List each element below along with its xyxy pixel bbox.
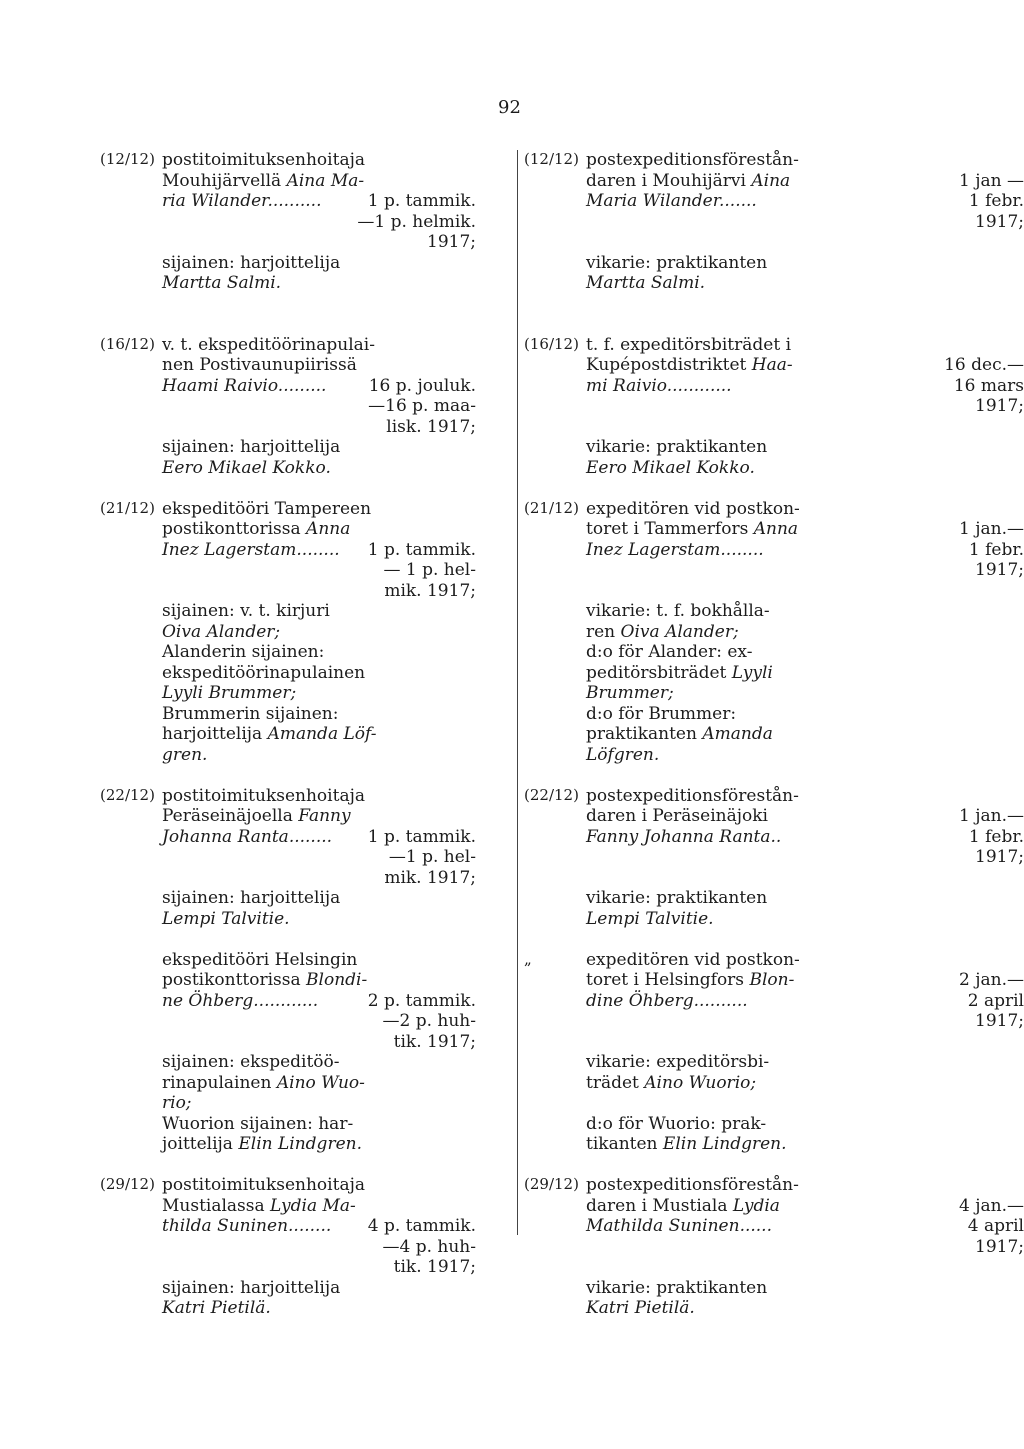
entry-line: tikanten Elin Lindgren. <box>586 1134 787 1154</box>
entry-line: sijainen: harjoittelija <box>162 1277 341 1298</box>
entry-line: Lyyli Brummer; <box>162 683 297 703</box>
entry-line: postitoimituksenhoitaja <box>162 150 365 170</box>
entry-line: ren Oiva Alander; <box>586 621 739 642</box>
date-line: —4 p. huh- <box>382 1236 476 1257</box>
entry-line: vikarie: praktikanten <box>586 437 768 457</box>
entry-date-ref: (21/12) <box>524 498 579 517</box>
date-line: 1 p. tammik. <box>367 826 476 847</box>
entry-line: Martta Salmi. <box>162 273 282 293</box>
entry-line <box>586 847 831 868</box>
date-line: 1917; <box>975 847 1024 867</box>
entry-line: postexpeditionsförestån- <box>586 785 799 806</box>
entry-line: mi Raivio............ <box>586 375 732 396</box>
date-line: 1 febr. <box>968 191 1024 211</box>
entry-dates <box>356 540 476 602</box>
entry-line <box>586 1011 831 1032</box>
entry-line: vikarie: praktikanten <box>586 1277 768 1298</box>
entry-line: sijainen: harjoittelija <box>162 888 341 908</box>
entry-date-ref: (22/12) <box>524 785 579 804</box>
date-line: tik. 1917; <box>393 1031 476 1052</box>
date-line: tik. 1917; <box>393 1257 476 1277</box>
entry-line: d:o för Brummer: <box>586 703 737 724</box>
entry-dates <box>934 806 1024 868</box>
entry-line: Eero Mikael Kokko. <box>586 457 755 478</box>
entry-line <box>586 581 831 602</box>
entry-line: Katri Pietilä. <box>162 1298 271 1318</box>
entry-line: gren. <box>162 744 208 765</box>
entry-dates <box>934 519 1024 581</box>
entry-line <box>586 1093 831 1114</box>
entry-line: t. f. expeditörsbiträdet i <box>586 334 792 355</box>
entry-line: Kupépostdistriktet Haa- <box>586 355 793 375</box>
date-line: 1 p. tammik. <box>367 539 476 560</box>
entry-line: Lempi Talvitie. <box>162 908 290 929</box>
entry-line: ekspeditööri Tampereen <box>162 498 372 519</box>
entry-line: Martta Salmi. <box>586 273 706 293</box>
date-line: 16 mars <box>953 375 1024 396</box>
entry-line: postitoimituksenhoitaja <box>162 785 365 806</box>
entry-line <box>586 868 831 889</box>
page-number: 92 <box>498 97 521 118</box>
entry-line <box>586 212 831 233</box>
date-line: —16 p. maa- <box>368 396 476 416</box>
entry-date-ref: (22/12) <box>100 785 155 804</box>
entry-dates <box>934 1196 1024 1258</box>
entry-line: Brummer; <box>586 683 674 703</box>
entry-line: postexpeditionsförestån- <box>586 1175 799 1195</box>
entry-line: ekspeditööri Helsingin <box>162 949 358 970</box>
date-line: lisk. 1917; <box>386 416 476 437</box>
entry-dates <box>356 191 476 253</box>
entry-line: vikarie: expeditörsbi- <box>586 1052 770 1072</box>
entry-line: postikonttorissa Blondi- <box>162 970 368 990</box>
entry-dates <box>356 991 476 1053</box>
entry-line: d:o för Wuorio: prak- <box>586 1113 767 1134</box>
entry-line: Maria Wilander....... <box>586 191 757 211</box>
entry-line: nen Postivaunupiirissä <box>162 355 357 375</box>
entry-line <box>586 232 831 253</box>
date-line: 1917; <box>975 1236 1024 1257</box>
entry-date-ref: „ <box>524 949 532 968</box>
entry-line: joittelija Elin Lindgren. <box>162 1134 362 1154</box>
entry-line: Löfgren. <box>586 744 660 765</box>
entry-line: Mustialassa Lydia Ma- <box>162 1195 356 1216</box>
date-line: 1 p. tammik. <box>367 191 476 211</box>
entry-line: v. t. ekspeditöörinapulai- <box>162 334 375 355</box>
entry-line: Brummerin sijainen: <box>162 703 339 724</box>
date-line: 1 febr. <box>968 826 1024 847</box>
entry-date-ref: (29/12) <box>524 1175 579 1193</box>
entry-line: trädet Aino Wuorio; <box>586 1072 757 1093</box>
entry-date-ref: (16/12) <box>524 334 579 353</box>
date-line: 1 jan.— <box>959 519 1024 539</box>
entry-line: thilda Suninen........ <box>162 1216 332 1236</box>
entry-line: Inez Lagerstam........ <box>586 539 764 560</box>
date-line: 16 p. jouluk. <box>368 375 476 396</box>
entry-line: Haami Raivio......... <box>162 375 327 396</box>
entry-line: sijainen: harjoittelija <box>162 437 341 457</box>
entry-line: Peräseinäjoella Fanny <box>162 806 351 826</box>
date-line: —2 p. huh- <box>382 1011 476 1031</box>
entry-date-ref: (16/12) <box>100 334 155 353</box>
entry-line: daren i Mouhijärvi Aina <box>586 170 791 191</box>
date-line: 2 p. tammik. <box>367 990 476 1011</box>
entry-line: sijainen: ekspeditöö- <box>162 1052 340 1072</box>
entry-dates <box>356 827 476 889</box>
entry-date-ref: (12/12) <box>524 150 579 168</box>
entry-line: Wuorion sijainen: har- <box>162 1113 354 1134</box>
entry-line: vikarie: t. f. bokhålla- <box>586 601 770 621</box>
date-line: mik. 1917; <box>384 580 476 601</box>
entry-line: ria Wilander.......... <box>162 191 322 211</box>
entry-line <box>586 1032 831 1053</box>
register-entry <box>524 335 1024 479</box>
date-line: 1 jan.— <box>959 806 1024 826</box>
date-line: 1 febr. <box>968 539 1024 560</box>
entry-line: toret i Tammerfors Anna <box>586 519 799 539</box>
entry-line: Johanna Ranta........ <box>162 826 333 847</box>
entry-line: daren i Mustiala Lydia <box>586 1195 780 1216</box>
entry-line: sijainen: v. t. kirjuri <box>162 601 330 621</box>
entry-date-ref: (21/12) <box>100 498 155 517</box>
entry-line: d:o för Alander: ex- <box>586 642 753 662</box>
entry-line: toret i Helsingfors Blon- <box>586 970 795 990</box>
date-line: 1917; <box>975 560 1024 580</box>
entry-line: postitoimituksenhoitaja <box>162 1175 365 1195</box>
entry-line <box>586 417 831 438</box>
entry-line: sijainen: harjoittelija <box>162 252 341 273</box>
entry-line: vikarie: praktikanten <box>586 252 768 273</box>
register-entry <box>524 150 1024 294</box>
entry-date-ref: (29/12) <box>100 1175 155 1193</box>
entry-line: vikarie: praktikanten <box>586 888 768 908</box>
register-entry <box>524 950 1024 1155</box>
date-line: 4 april <box>967 1216 1024 1236</box>
date-line: mik. 1917; <box>384 867 476 888</box>
register-entry <box>524 499 1024 766</box>
date-line: 1 jan — <box>959 170 1024 191</box>
entry-date-ref: (12/12) <box>100 150 155 168</box>
date-line: 2 april <box>967 990 1024 1011</box>
date-line: 4 jan.— <box>959 1195 1024 1216</box>
entry-dates <box>934 970 1024 1032</box>
entry-line: peditörsbiträdet Lyyli <box>586 662 773 683</box>
entry-line: expeditören vid postkon- <box>586 498 800 519</box>
entry-line: praktikanten Amanda <box>586 724 773 744</box>
date-line: 2 jan.— <box>959 970 1024 990</box>
date-line: —1 p. hel- <box>388 847 476 867</box>
entry-line: Eero Mikael Kokko. <box>162 457 331 478</box>
register-entry <box>524 786 1024 930</box>
entry-line: ekspeditöörinapulainen <box>162 662 366 683</box>
date-line: 4 p. tammik. <box>367 1216 476 1236</box>
entry-dates <box>356 376 476 438</box>
entry-line: dine Öhberg.......... <box>586 990 748 1011</box>
entry-line: rinapulainen Aino Wuo- <box>162 1072 365 1093</box>
entry-line: postexpeditionsförestån- <box>586 150 799 170</box>
entry-line <box>586 1257 831 1278</box>
entry-dates <box>934 171 1024 233</box>
entry-line: ne Öhberg............ <box>162 990 319 1011</box>
entry-line: Fanny Johanna Ranta.. <box>586 826 782 847</box>
entry-dates <box>934 355 1024 417</box>
entry-dates <box>356 1216 476 1278</box>
swedish-column <box>524 150 1024 1319</box>
entry-line <box>586 1237 831 1258</box>
date-line: 1917; <box>975 211 1024 232</box>
entry-line <box>586 396 831 417</box>
date-line: 1917; <box>975 1011 1024 1031</box>
entry-line: Mouhijärvellä Aina Ma- <box>162 170 365 191</box>
entry-line: Katri Pietilä. <box>586 1298 695 1318</box>
register-entry <box>524 1175 1024 1319</box>
entry-line: rio; <box>162 1093 192 1113</box>
entry-line <box>586 560 831 581</box>
entry-line: harjoittelija Amanda Löf- <box>162 724 377 744</box>
entry-line: expeditören vid postkon- <box>586 949 800 970</box>
date-line: —1 p. helmik. <box>357 211 476 232</box>
entry-line: Lempi Talvitie. <box>586 908 714 929</box>
date-line: 1917; <box>975 396 1024 416</box>
entry-line: Mathilda Suninen...... <box>586 1216 772 1236</box>
date-line: 1917; <box>427 232 476 252</box>
entry-line: Inez Lagerstam........ <box>162 539 340 560</box>
entry-line: Oiva Alander; <box>162 621 281 642</box>
date-line: 16 dec.— <box>944 355 1024 375</box>
date-line: — 1 p. hel- <box>383 560 476 580</box>
entry-line: daren i Peräseinäjoki <box>586 806 768 826</box>
entry-line: Alanderin sijainen: <box>162 642 325 662</box>
entry-line: postikonttorissa Anna <box>162 519 351 539</box>
